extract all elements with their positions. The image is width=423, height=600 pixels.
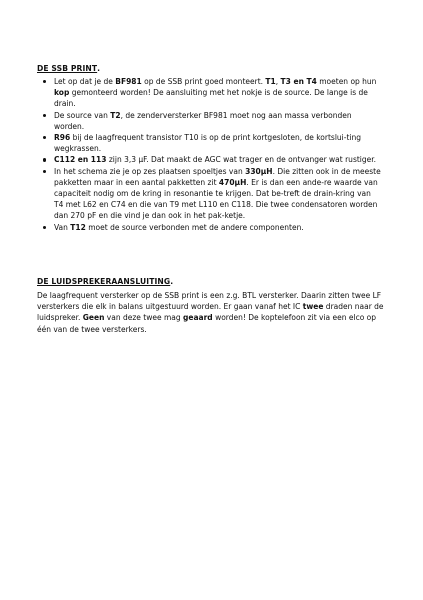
bullet-dot-icon <box>43 226 46 229</box>
bullet-item <box>37 222 382 233</box>
bold-text: T2 <box>110 110 121 120</box>
bullet-dot-icon <box>43 136 46 139</box>
bold-text: Geen <box>82 313 105 323</box>
text-run: . Die zitten ook in de meeste pakketten maar in een aantal pakketten zit <box>54 166 381 187</box>
bold-text: twee <box>302 302 324 312</box>
bullet-item <box>37 110 382 132</box>
text-run: De laagfrequent versterker op de SSB print is een z.g. BTL versterker. Daarin zitten twee LF versterkers die elk in balans uitgestuurd worden. Er gaan vanaf het IC <box>37 291 382 312</box>
text-run: . Er is dan een ande-re waarde van capaciteit nodig om de kring in resonantie te krijgen. Dat be-treft de drain-kring van T4 met L62 en C74 en die van T9 met L110 en C118. Die twee condensatoren worden dan 270 pF en die vind je dan ook in het pak-ketje. <box>54 177 378 221</box>
text-run: De source van <box>54 110 111 120</box>
bullet-dot-icon <box>43 170 46 173</box>
text-run: worden! De koptelefoon zit via een elco op één van de twee versterkers. <box>37 313 377 334</box>
text-run: moet de source verbonden met de andere componenten. <box>85 222 304 232</box>
bullet-dot-icon <box>43 158 46 161</box>
bullet-item <box>37 132 382 154</box>
section-title-suffix: . <box>170 277 174 286</box>
text-run: bij de laagfrequent transistor T10 is op de print kortgesloten, de kortslui-ting wegkrassen. <box>54 133 361 154</box>
text-run: draden naar de luidspreker. <box>37 302 384 323</box>
bold-text: T12 <box>70 222 86 232</box>
text-run: zijn 3,3 μF. Dat maakt de AGC wat trager en de ontvanger wat rustiger. <box>106 155 377 165</box>
bullet-item <box>37 166 382 222</box>
bullet-item <box>37 154 382 165</box>
section-title-text: DE LUIDSPREKERAANSLUITING <box>37 277 171 286</box>
bold-text: BF981 <box>115 77 142 86</box>
bold-text: kop <box>54 88 70 98</box>
text-run: Let op dat je de <box>54 77 116 86</box>
text-run: , <box>275 77 281 86</box>
bullet-dot-icon <box>43 114 46 117</box>
bold-text: geaard <box>183 313 213 323</box>
section-title-luidspreker <box>37 277 173 286</box>
text-run: In het schema zie je op zes plaatsen spoeltjes van <box>54 166 246 176</box>
text-run: , de zenderversterker BF981 moet nog aan massa verbonden worden. <box>54 110 352 131</box>
text-run: op de SSB print goed monteert. <box>141 77 266 86</box>
bold-text: T1 <box>265 77 276 86</box>
section-title-text: DE SSB PRINT <box>37 64 98 73</box>
text-run: gemonteerd worden! De aansluiting met het nokje is de source. De lange is de drain. <box>54 88 368 109</box>
bold-text: 470μH <box>218 177 247 187</box>
bold-text: C112 en 113 <box>54 155 107 165</box>
bold-text: T3 en T4 <box>280 77 317 86</box>
text-run: Van <box>54 222 71 232</box>
bullet-item <box>37 76 382 110</box>
bold-text: R96 <box>54 133 71 143</box>
text-run: moeten op hun <box>316 77 377 86</box>
section-title-suffix: . <box>97 64 101 73</box>
bullet-dot-icon <box>43 80 46 83</box>
text-run: van deze twee mag <box>104 313 184 323</box>
bold-text: 330μH <box>245 166 273 176</box>
section-title-ssb-print <box>37 64 100 73</box>
luidspreker-paragraph <box>37 290 387 335</box>
ssb-print-bullet-list <box>37 76 382 233</box>
